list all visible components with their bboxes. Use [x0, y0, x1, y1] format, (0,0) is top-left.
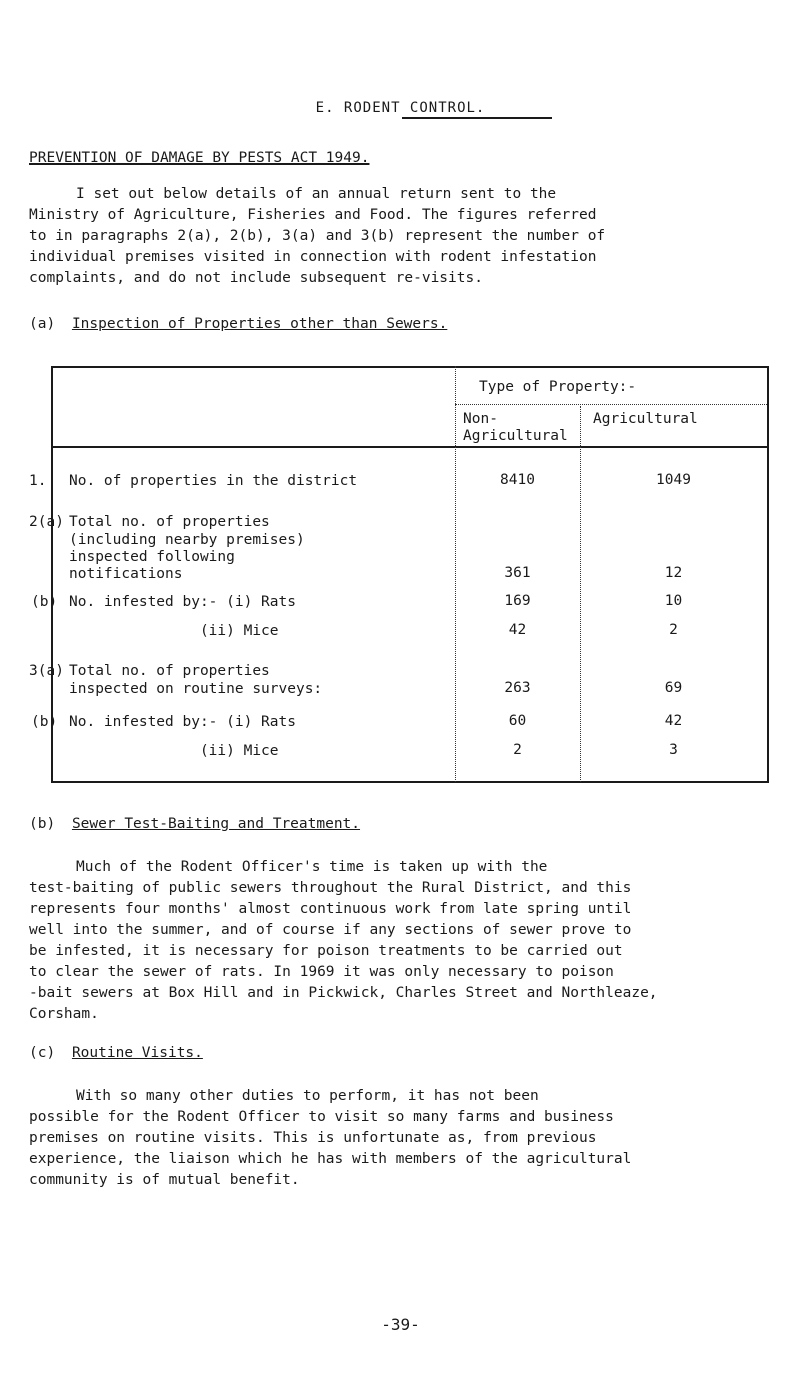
cell-non-agricultural: 263 [504, 680, 531, 696]
paragraph-line: premises on routine visits. This is unfortunate as, from previous [29, 1130, 597, 1146]
cell-agricultural: 12 [664, 565, 683, 581]
paragraph-line: experience, the liaison which he has with members of the agricultural [29, 1151, 632, 1167]
page-number: -39- [381, 1315, 420, 1334]
section-b-title: Sewer Test-Baiting and Treatment. [71, 816, 361, 832]
section-c-title: Routine Visits. [71, 1045, 203, 1061]
row-label: 2(a) [29, 514, 64, 530]
heading-underline [402, 117, 552, 119]
row-description: notifications [69, 566, 183, 582]
row-description: (ii) Mice [69, 623, 279, 639]
row-description: Total no. of properties [69, 663, 270, 679]
cell-non-agricultural: 42 [508, 622, 527, 638]
intro-line: I set out below details of an annual return sent to the [76, 186, 557, 202]
inspection-table [29, 366, 769, 783]
row-label: (b) [31, 594, 58, 610]
paragraph-line: Much of the Rodent Officer's time is taken up with the [76, 859, 548, 875]
header-group-separator [455, 404, 767, 405]
row-description: (ii) Mice [69, 743, 279, 759]
section-b-label: (b) [29, 816, 56, 832]
section-a-label: (a) [29, 316, 56, 332]
cell-agricultural: 10 [664, 593, 683, 609]
intro-line: complaints, and do not include subsequent re-visits. [29, 270, 483, 286]
row-description: Total no. of properties [69, 514, 270, 530]
section-b-paragraph [29, 857, 789, 1025]
header-agricultural: Agricultural [593, 411, 698, 427]
table-bottom-border [51, 781, 769, 783]
row-label: 3(a) [29, 663, 64, 679]
paragraph-line: represents four months' almost continuous work from late spring until [29, 901, 632, 917]
row-description: (including nearby premises) [69, 532, 305, 548]
section-a-heading [29, 316, 447, 332]
row-description: inspected following [69, 549, 235, 565]
paragraph-line: test-baiting of public sewers throughout the Rural District, and this [29, 880, 632, 896]
paragraph-line: -bait sewers at Box Hill and in Pickwick, Charles Street and Northleaze, [29, 985, 658, 1001]
intro-line: Ministry of Agriculture, Fisheries and Food. The figures referred [29, 207, 597, 223]
table-header-border [51, 446, 769, 448]
cell-agricultural: 3 [669, 742, 678, 758]
header-type-of-property: Type of Property:- [479, 379, 637, 395]
paragraph-line: to clear the sewer of rats. In 1969 it was only necessary to poison [29, 964, 614, 980]
header-non-agricultural-2: Agricultural [463, 428, 568, 444]
intro-line: to in paragraphs 2(a), 2(b), 3(a) and 3(b) represent the number of [29, 228, 606, 244]
cell-non-agricultural: 361 [504, 565, 531, 581]
row-description: inspected on routine surveys: [69, 681, 323, 697]
cell-non-agricultural: 2 [513, 742, 522, 758]
row-description: No. of properties in the district [69, 473, 358, 489]
section-c-label: (c) [29, 1045, 56, 1061]
row-description: No. infested by:- (i) Rats [69, 594, 296, 610]
section-c-paragraph [29, 1086, 789, 1191]
paragraph-line: well into the summer, and of course if any sections of sewer prove to [29, 922, 632, 938]
intro-paragraph [29, 184, 789, 289]
header-non-agricultural-1: Non- [463, 411, 498, 427]
section-a-title: Inspection of Properties other than Sewers. [71, 316, 448, 332]
cell-agricultural: 69 [664, 680, 683, 696]
cell-non-agricultural: 169 [504, 593, 531, 609]
intro-line: individual premises visited in connection with rodent infestation [29, 249, 597, 265]
cell-agricultural: 42 [664, 713, 683, 729]
paragraph-line: With so many other duties to perform, it has not been [76, 1088, 539, 1104]
paragraph-line: possible for the Rodent Officer to visit so many farms and business [29, 1109, 614, 1125]
table-top-border [51, 366, 769, 368]
act-title: PREVENTION OF DAMAGE BY PESTS ACT 1949. [29, 150, 370, 166]
section-heading [0, 100, 801, 119]
paragraph-line: be infested, it is necessary for poison treatments to be carried out [29, 943, 623, 959]
row-label: 1. [29, 473, 47, 489]
row-label: (b) [31, 714, 58, 730]
cell-agricultural: 1049 [656, 472, 691, 488]
section-b-heading [29, 816, 360, 832]
paragraph-line: Corsham. [29, 1006, 99, 1022]
paragraph-line: community is of mutual benefit. [29, 1172, 300, 1188]
cell-agricultural: 2 [669, 622, 678, 638]
section-heading-text: E. RODENT CONTROL. [315, 100, 486, 116]
table-right-border [767, 366, 769, 783]
row-description: No. infested by:- (i) Rats [69, 714, 296, 730]
section-c-heading [29, 1045, 203, 1061]
cell-non-agricultural: 60 [508, 713, 527, 729]
cell-non-agricultural: 8410 [500, 472, 535, 488]
